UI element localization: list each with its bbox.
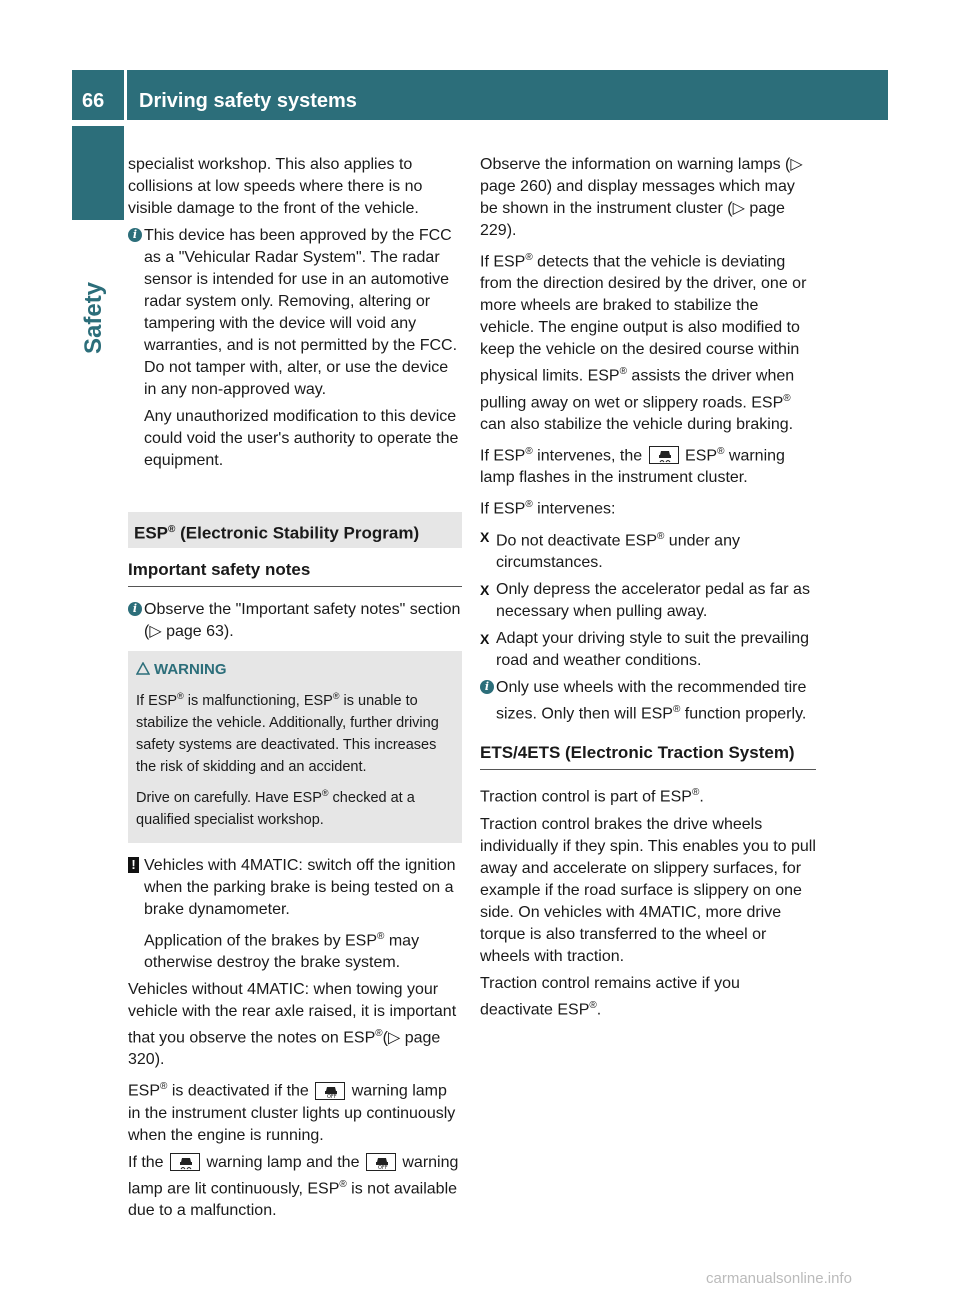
arrow-icon: X — [480, 630, 490, 647]
left-column — [128, 154, 462, 1227]
paragraph: Observe the information on warning lamps (▷ page 260) and display messages which may be shown in the instrument cluster (▷ page 229). — [480, 156, 803, 239]
esp-lamp-icon — [170, 1153, 200, 1171]
safety-notes-heading: Important safety notes — [128, 558, 462, 587]
warning-text: Drive on carefully. Have ESP® checked at a qualified specialist workshop. — [136, 787, 415, 828]
paragraph: Vehicles without 4MATIC: when towing your vehicle with the rear axle raised, it is important that you observe the notes on ESP®(▷ page 320). — [128, 980, 457, 1069]
paragraph: If ESP® detects that the vehicle is deviating from the direction desired by the driver, one or more wheels are braked to stabilize the vehicle. The engine output is also modified to keep the vehicle on the desired course within physical limits. ESP® assists the driver when pulling away on wet or slippery roads. ESP® can also stabilize the vehicle during braking. — [480, 252, 807, 433]
warning-heading: WARNING — [136, 659, 452, 681]
paragraph: Traction control is part of ESP®. — [480, 787, 704, 806]
svg-text:OFF: OFF — [377, 1164, 388, 1170]
esp-section-heading: ESP® (Electronic Stability Program) — [128, 512, 462, 548]
arrow-icon: X — [480, 581, 490, 598]
side-label: Safety — [80, 281, 107, 354]
caution-text: Application of the brakes by ESP® may otherwise destroy the brake system. — [144, 930, 420, 971]
info-text: Observe the "Important safety notes" section (▷ page 63). — [144, 601, 461, 640]
paragraph: If the warning lamp and the OFF warning lamp are lit continuously, ESP® is not available due to a malfunction. — [128, 1153, 459, 1219]
caution-note — [128, 855, 462, 974]
paragraph: specialist workshop. This also applies to collisions at low speeds where there is no visible damage to the front of the vehicle. — [128, 156, 423, 217]
esp-off-lamp-icon — [366, 1153, 396, 1171]
info-note — [128, 225, 462, 472]
info-text: Any unauthorized modification to this device could void the user's authority to operate the equipment. — [144, 408, 459, 469]
exclamation-icon: ! — [128, 857, 139, 873]
page-header — [72, 70, 888, 120]
action-step: X Only depress the accelerator pedal as far as necessary when pulling away. — [480, 580, 810, 620]
watermark: carmanualsonline.info — [706, 1270, 852, 1287]
esp-off-lamp-icon — [315, 1082, 345, 1100]
action-step: X Do not deactivate ESP® under any circumstances. — [480, 526, 816, 574]
info-icon: i — [128, 228, 142, 242]
warning-box — [128, 651, 462, 843]
paragraph: If ESP® intervenes, the ESP® warning lamp flashes in the instrument cluster. — [480, 445, 785, 487]
info-note — [128, 599, 462, 643]
warning-triangle-icon — [136, 662, 150, 675]
action-step: X Adapt your driving style to suit the prevailing road and weather conditions. — [480, 629, 810, 669]
paragraph: If ESP® intervenes: — [480, 499, 616, 518]
paragraph: Traction control brakes the drive wheels individually if they spin. This enables you to pull away and accelerate on slippery surfaces, for example if the road surface is slippery on one side. On vehicles with 4MATIC, more drive torque is also transferred to the wheel or wheels with traction. — [480, 815, 816, 965]
info-icon: i — [480, 680, 494, 694]
esp-lamp-icon — [649, 446, 679, 464]
caution-text: Vehicles with 4MATIC: switch off the ignition when the parking brake is being tested on a brake dynamometer. — [144, 856, 456, 918]
svg-text:OFF: OFF — [327, 1093, 337, 1099]
paragraph: ESP® is deactivated if the OFF warning lamp in the instrument cluster lights up continuously when the engine is running. — [128, 1081, 456, 1144]
arrow-icon: X — [480, 528, 490, 545]
warning-text: If ESP® is malfunctioning, ESP® is unable to stabilize the vehicle. Additionally, further driving safety systems are deactivated. This increases the risk of skidding and an accident. — [136, 691, 439, 775]
info-icon: i — [128, 602, 142, 616]
page-number-box — [72, 70, 124, 120]
right-column — [480, 154, 816, 1026]
info-text: This device has been approved by the FCC as a "Vehicular Radar System". The radar sensor is intended for use in an automotive radar system only. Removing, altering or tampering with the device will void any warranties, and is not permitted by the FCC. Do not tamper with, alter, or use the device in any non-approved way. — [144, 227, 458, 398]
paragraph: Traction control remains active if you deactivate ESP®. — [480, 974, 740, 1018]
page-number: 66 — [82, 90, 105, 112]
side-tab — [72, 126, 124, 220]
ets-heading: ETS/4ETS (Electronic Traction System) — [480, 741, 816, 770]
section-title-bar — [127, 70, 888, 120]
section-title: Driving safety systems — [139, 90, 357, 112]
info-note: i Only use wheels with the recommended tire sizes. Only then will ESP® function properly. — [480, 677, 816, 725]
